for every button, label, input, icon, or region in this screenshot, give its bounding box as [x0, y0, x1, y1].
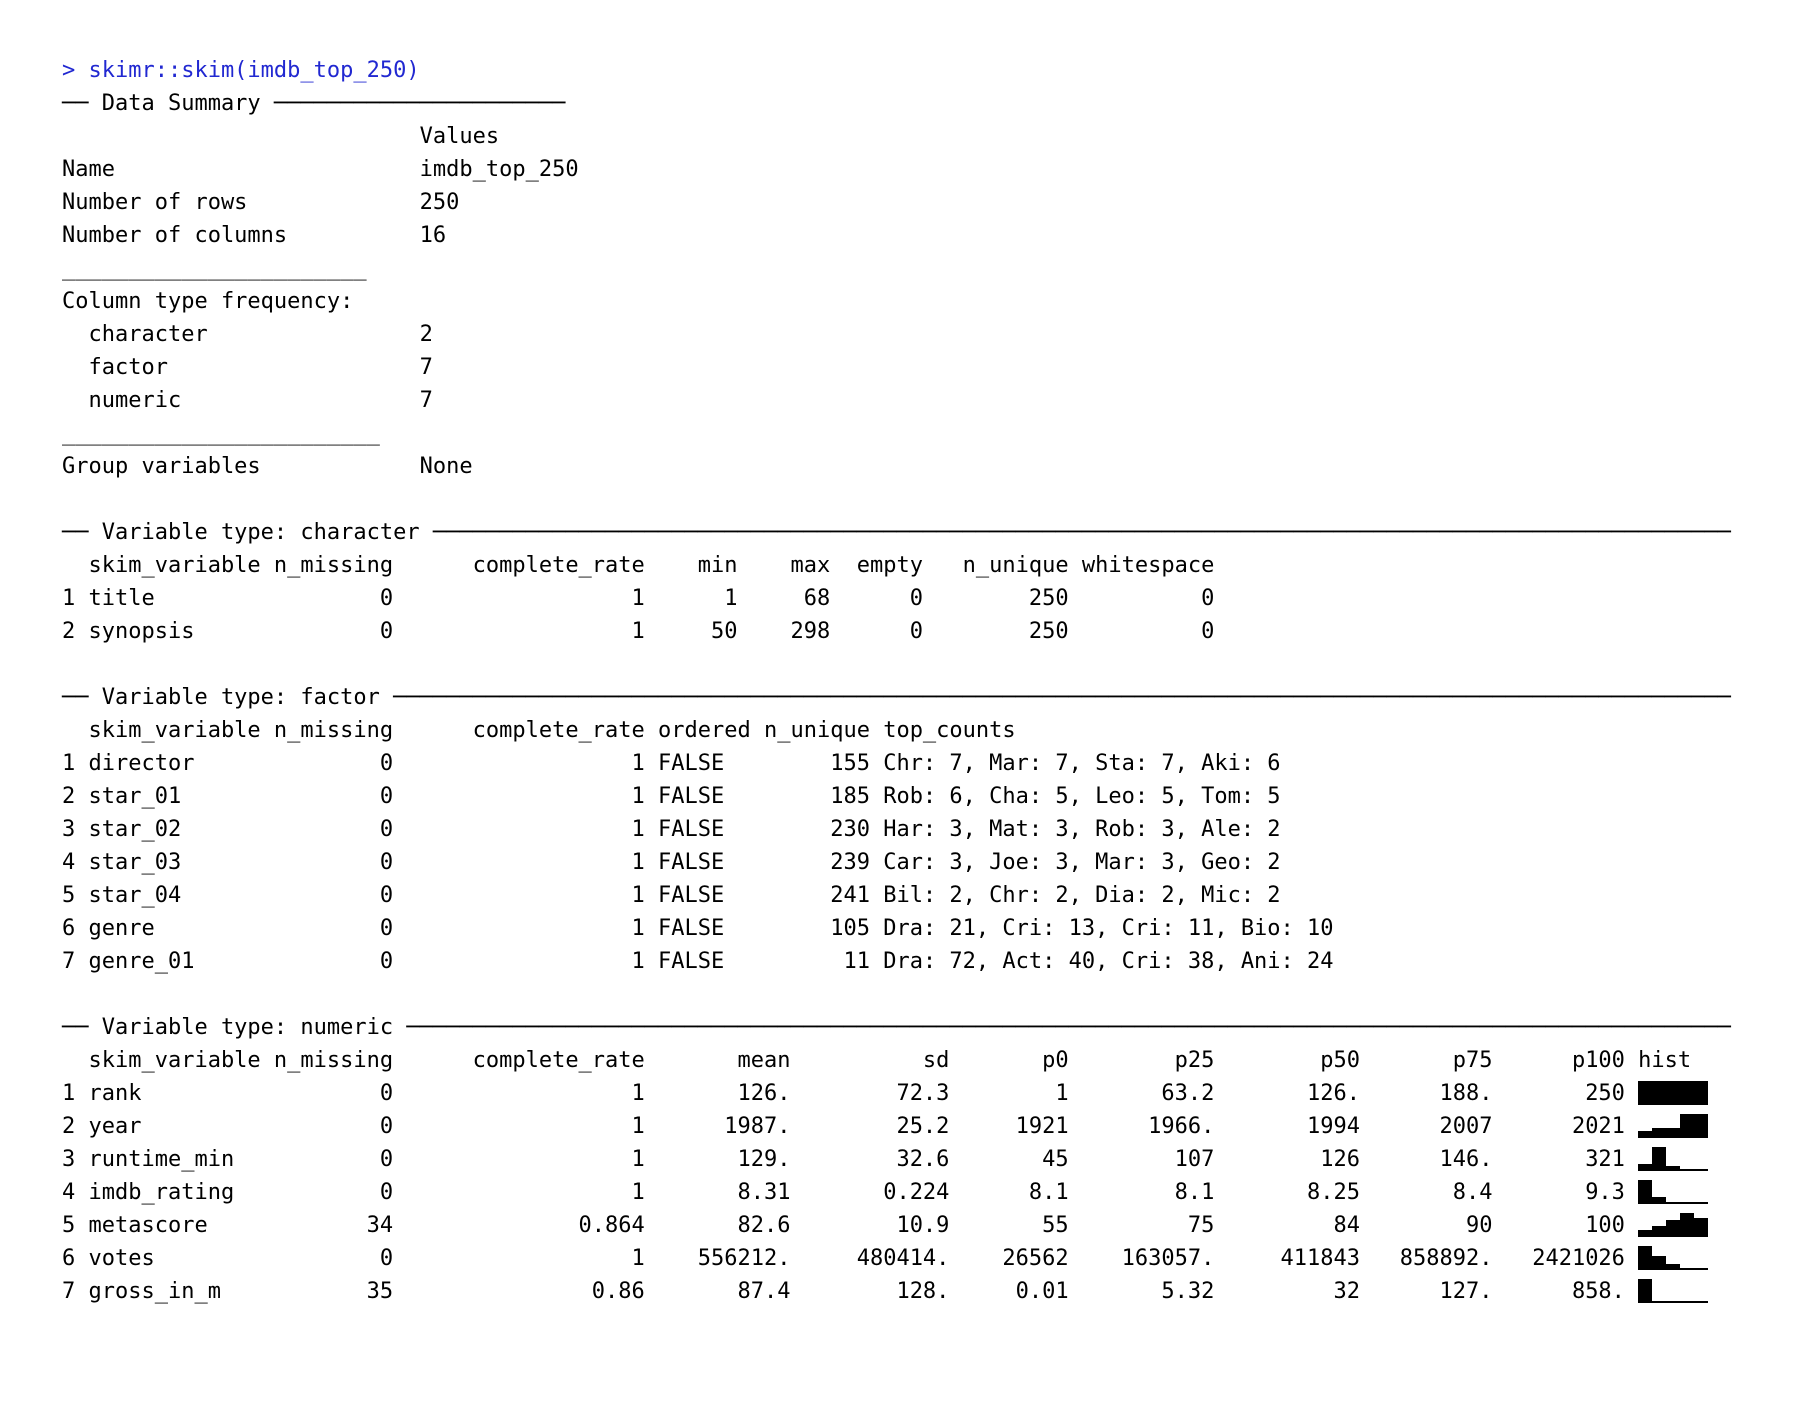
factor-table-row: 1 director 0 1 FALSE 155 Chr: 7, Mar: 7, Sta: 7, Aki: 6: [62, 751, 1281, 776]
type-frequency-row: numeric 7: [62, 388, 433, 413]
factor-table-row: 7 genre_01 0 1 FALSE 11 Dra: 72, Act: 40, Cri: 38, Ani: 24: [62, 949, 1334, 974]
histogram: [1638, 1112, 1708, 1138]
summary-row: Number of columns 16: [62, 223, 447, 248]
type-frequency-row: factor 7: [62, 355, 433, 380]
factor-table-row: 4 star_03 0 1 FALSE 239 Car: 3, Joe: 3, Mar: 3, Geo: 2: [62, 850, 1281, 875]
numeric-table-row: 7 gross_in_m 35 0.86 87.4 128. 0.01 5.32 32 127. 858.: [62, 1275, 1798, 1308]
histogram: [1638, 1277, 1708, 1303]
histogram: [1638, 1145, 1708, 1171]
character-table-row: 1 title 0 1 1 68 0 250 0: [62, 586, 1215, 611]
numeric-table-row: 5 metascore 34 0.864 82.6 10.9 55 75 84 90 100: [62, 1209, 1798, 1242]
factor-table-row: 2 star_01 0 1 FALSE 185 Rob: 6, Cha: 5, Leo: 5, Tom: 5: [62, 784, 1281, 809]
group-variables-row: Group variables None: [62, 454, 473, 479]
histogram: [1638, 1244, 1708, 1270]
console-command: > skimr::skim(imdb_top_250): [62, 58, 420, 83]
factor-table-row: 6 genre 0 1 FALSE 105 Dra: 21, Cri: 13, Cri: 11, Bio: 10: [62, 916, 1334, 941]
underscore-separator: _______________________: [62, 256, 367, 281]
character-section-rule: ── Variable type: character ──────────────────────────────────────────────────────────────────────────────────────────────────: [62, 520, 1731, 545]
numeric-table-row: 2 year 0 1 1987. 25.2 1921 1966. 1994 2007 2021: [62, 1110, 1798, 1143]
factor-table-header: skim_variable n_missing complete_rate ordered n_unique top_counts: [62, 718, 1016, 743]
summary-row: Name imdb_top_250: [62, 157, 579, 182]
numeric-table-row: 4 imdb_rating 0 1 8.31 0.224 8.1 8.1 8.25 8.4 9.3: [62, 1176, 1798, 1209]
numeric-table-row: 6 votes 0 1 556212. 480414. 26562 163057. 411843 858892. 2421026: [62, 1242, 1798, 1275]
type-frequency-row: character 2: [62, 322, 433, 347]
factor-table-row: 5 star_04 0 1 FALSE 241 Bil: 2, Chr: 2, Dia: 2, Mic: 2: [62, 883, 1281, 908]
numeric-table-row: 1 rank 0 1 126. 72.3 1 63.2 126. 188. 250: [62, 1077, 1798, 1110]
histogram: [1638, 1079, 1708, 1105]
histogram: [1638, 1178, 1708, 1204]
factor-table-row: 3 star_02 0 1 FALSE 230 Har: 3, Mat: 3, Rob: 3, Ale: 2: [62, 817, 1281, 842]
blank-line: [62, 648, 1798, 681]
underscore-separator: ________________________: [62, 421, 380, 446]
summary-row: Number of rows 250: [62, 190, 460, 215]
numeric-table-header: skim_variable n_missing complete_rate mean sd p0 p25 p50 p75 p100 hist: [62, 1048, 1692, 1073]
data-summary-rule: ── Data Summary ──────────────────────: [62, 91, 566, 116]
blank-line: [62, 978, 1798, 1011]
numeric-section-rule: ── Variable type: numeric ────────────────────────────────────────────────────────────────────────────────────────────────────: [62, 1015, 1731, 1040]
column-type-frequency-title: Column type frequency:: [62, 289, 354, 314]
blank-line: [62, 483, 1798, 516]
character-table-row: 2 synopsis 0 1 50 298 0 250 0: [62, 619, 1215, 644]
numeric-table-row: 3 runtime_min 0 1 129. 32.6 45 107 126 146. 321: [62, 1143, 1798, 1176]
summary-values-header: Values: [62, 124, 500, 149]
character-table-header: skim_variable n_missing complete_rate min max empty n_unique whitespace: [62, 553, 1215, 578]
histogram: [1638, 1211, 1708, 1237]
factor-section-rule: ── Variable type: factor ─────────────────────────────────────────────────────────────────────────────────────────────────────: [62, 685, 1731, 710]
